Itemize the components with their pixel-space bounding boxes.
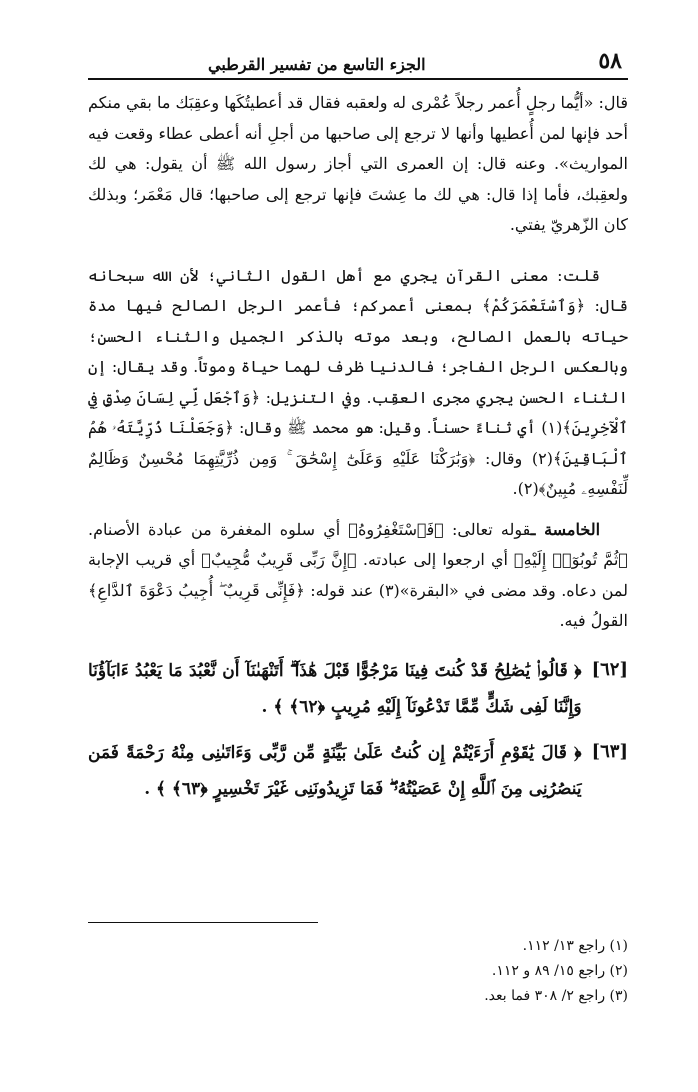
footnotes — [88, 934, 628, 1009]
verse-number: [٦٣] — [591, 740, 628, 762]
page-header — [88, 36, 628, 80]
footnote-3: (٣) راجع ٢/ ٣٠٨ فما بعد. — [484, 988, 628, 1004]
running-title: الجزء التاسع من تفسير القرطبي — [208, 55, 426, 74]
verse-62 — [88, 653, 628, 725]
page-number: ٥٨ — [598, 48, 622, 74]
paragraph-3-text: قوله تعالى: ﴿فَٱسْتَغْفِرُوهُ﴾ أي سلوه المغفرة من عبادة الأصنام. ﴿ثُمَّ تُوبُوٓا۟ إِلَيْهِ﴾ أي ارجعوا إلى عبادته. ﴿إِنَّ رَبِّى قَرِيبٌ مُّجِيبٌ﴾ أي قريب الإجابة لمن دعاه. وقد مضى في «البقرة»(٣) عند قوله: ﴿فَإِنِّى قَرِيبٌ ۖ أُجِيبُ دَعْوَةَ ٱلدَّاعِ﴾ القولُ فيه. — [88, 519, 629, 630]
footnote-1: (١) راجع ١٣/ ١١٢. — [522, 938, 628, 954]
verse-63 — [88, 735, 628, 807]
verse-number: [٦٢] — [591, 658, 628, 680]
section-lead: الخامسة ـ — [530, 519, 601, 539]
book-page — [88, 36, 628, 817]
verse-block — [88, 653, 628, 807]
paragraph-2: قلت: معنى القرآن يجري مع أهل القول الثاني؛ لأن الله سبحانه قال: ﴿وَٱسْتَعْمَرَكُمْ﴾ بمعنى أعمركم؛ فأعمر الرجل الصالح فيها مدة حياته بالعمل الصالح، وبعد موته بالذكر الجميل والثناء الحسن؛ وبالعكس الرجل الفاجر؛ فالدنيا ظرف لهما حياة وموتاً. وقد يقال: إن الثناء الحسن يجري مجرى العقِب. وفي التنزيل: ﴿وَٱجْعَل لِّي لِسَانَ صِدْقٍ فِي ٱلْآخِرِينَ﴾(١) أي ثناءً حسناً. وقيل: هو محمد ﷺ وقال: ﴿وَجَعَلْنَا ذُرِّيَّتَهُۥ هُمُ ٱلْبَاقِينَ﴾(٢) وقال: ﴿وَبَٰرَكْنَا عَلَيْهِ وَعَلَىٰٓ إِسْحَٰقَ ۚ وَمِن ذُرِّيَّتِهِمَا مُحْسِنٌ وَظَالِمٌ لِّنَفْسِهِۦ مُبِينٌ﴾(٢). — [88, 265, 628, 498]
footnote-divider — [88, 922, 318, 923]
body-text — [88, 88, 628, 637]
footnote-2: (٢) راجع ١٥/ ٨٩ و ١١٢. — [491, 963, 628, 979]
verse-text: ﴿ قَالُوا۟ يَٰصَٰلِحُ قَدْ كُنتَ فِينَا مَرْجُوًّا قَبْلَ هَٰذَآ ۖ أَتَنْهَىٰنَآ أَن نَّعْبُدَ مَا يَعْبُدُ ءَابَآؤُنَا وَإِنَّنَا لَفِى شَكٍّ مِّمَّا تَدْعُونَآ إِلَيْهِ مُرِيبٍ ﴿٦٢﴾ ﴾ . — [88, 660, 582, 717]
paragraph-1: قال: «أيُّما رجلٍ أُعمر رجلاً عُمْرى له ولعقبه فقال قد أعطيتُكَها وعقِبَك ما بقي منكم أحد فإنها لمن أُعطيها وأنها لا ترجع إلى صاحبها من أجلِ أنه أعطى عطاء وقعت فيه المواريث». وعنه قال: إن العمرى التي أجاز رسول الله ﷺ أن يقول: هي لك ولعقِبك، فأما إذا قال: هي لك ما عِشتَ فإنها ترجع إلى صاحبها؛ قال مَعْمَر؛ وبذلك كان الزّهريّ يفتي. — [88, 93, 628, 234]
paragraph-3 — [88, 515, 628, 637]
verse-text: ﴿ قَالَ يَٰقَوْمِ أَرَءَيْتُمْ إِن كُنتُ عَلَىٰ بَيِّنَةٍ مِّن رَّبِّى وَءَاتَىٰنِى مِنْهُ رَحْمَةً فَمَن يَنصُرُنِى مِنَ ٱللَّهِ إِنْ عَصَيْتُهُۥ ۖ فَمَا تَزِيدُونَنِى غَيْرَ تَخْسِيرٍ ﴿٦٣﴾ ﴾ . — [88, 742, 582, 799]
